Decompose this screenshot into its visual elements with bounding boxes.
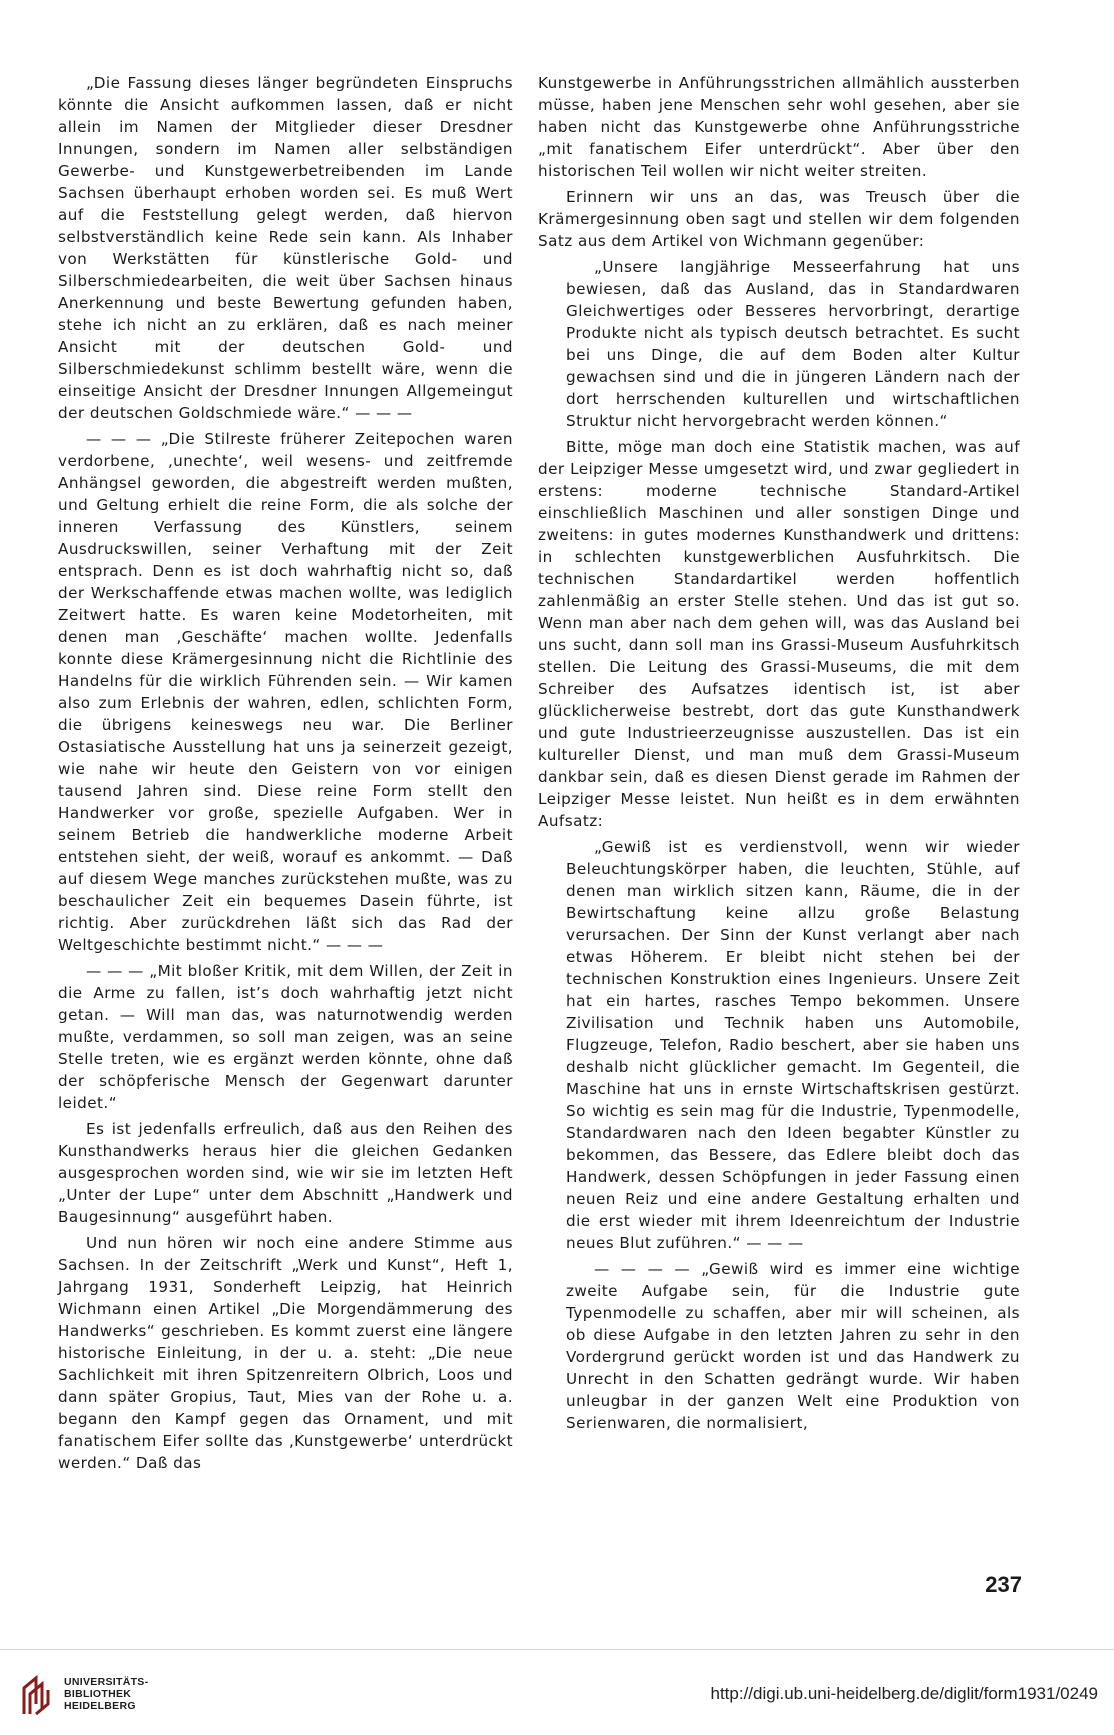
page-number: 237 (985, 1572, 1022, 1597)
paragraph: Es ist jedenfalls erfreulich, daß aus den Reihen des Kunsthandwerks heraus hier die gleichen Gedanken ausgesprochen worden sind, wie wir sie im letzten Heft „Unter der Lupe“ unter dem Abschnitt „Handwerk und Baugesinnung“ ausgeführt haben. (58, 1120, 513, 1226)
paragraph: Erinnern wir uns an das, was Treusch über die Krämergesinnung oben sagt und stellen wir dem folgenden Satz aus dem Artikel von Wichmann gegenüber: (538, 188, 1020, 250)
left-text-column (58, 72, 513, 1478)
paragraph: — — — — „Gewiß wird es immer eine wichtige zweite Aufgabe sein, für die Industrie gute Typenmodelle zu schaffen, aber mir will scheinen, als ob diese Aufgabe in den letzten Jahren zu sehr in den Vordergrund gerückt worden ist und das Handwerk zu Unrecht in den Schatten gedrängt wurde. Wir haben unleugbar in der ganzen Welt eine Produktion von Serienwaren, die normalisiert, (566, 1260, 1020, 1432)
paragraph: „Gewiß ist es verdienstvoll, wenn wir wieder Beleuchtungskörper haben, die leuchten, Stühle, auf denen man wirklich sitzen kann, Räume, die in der Bewirtschaftung keine allzu große Belastung verursachen. Der Sinn der Kunst verlangt aber nach etwas Höherem. Er bleibt nicht stehen bei der technischen Konstruktion eines Ingenieurs. Unsere Zeit hat ein hartes, rasches Tempo bekommen. Unsere Zivilisation und Technik haben uns Automobile, Flugzeuge, Telefon, Radio beschert, aber sie haben uns deshalb nicht glücklicher gemacht. Im Gegenteil, die Maschine hat uns in ernste Wirtschaftskrisen gestürzt. So wichtig es sein mag für die Industrie, Typenmodelle, Standardwaren nach den Ideen begabter Künstler zu bekommen, das Bessere, das Edlere bleibt doch das Handwerk, dessen Schöpfungen in jeder Fassung einen neuen Reiz und eine andere Gestaltung erhalten und die erst wieder mit ihrem Ideenreichtum der Industrie neues Blut zuführen.“ — — — (566, 838, 1020, 1252)
right-text-column (538, 72, 1020, 1438)
paragraph: Und nun hören wir noch eine andere Stimme aus Sachsen. In der Zeitschrift „Werk und Kunst“, Heft 1, Jahrgang 1931, Sonderheft Leipzig, hat Heinrich Wichmann einen Artikel „Die Morgendämmerung des Handwerks“ geschrieben. Es kommt zuerst eine längere historische Einleitung, in der u. a. steht: „Die neue Sachlichkeit mit ihren Spitzenreitern Olbrich, Loos und dann später Gropius, Taut, Mies van der Rohe u. a. begann den Kampf gegen das Ornament, und mit fanatischem Eifer sollte das ‚Kunstgewerbe‘ unterdrückt werden.“ Daß das (58, 1234, 513, 1472)
permalink-url[interactable]: http://digi.ub.uni-heidelberg.de/diglit/form1931/0249 (710, 1684, 1098, 1703)
logo-line: HEIDELBERG (64, 1700, 136, 1712)
paragraph: — — — „Mit bloßer Kritik, mit dem Willen, der Zeit in die Arme zu fallen, ist’s doch wahrhaftig jetzt nicht getan. — Will man das, was naturnotwendig werden mußte, verdammen, so soll man zeigen, was an seine Stelle treten, wie es ergänzt werden könnte, ohne daß der schöpferische Mensch der Gegenwart darunter leidet.“ (58, 962, 513, 1112)
paragraph: „Die Fassung dieses länger begründeten Einspruchs könnte die Ansicht aufkommen lassen, daß er nicht allein im Namen der Mitglieder dieser Dresdner Innungen, sondern im Namen aller selbständigen Gewerbe- und Kunstgewerbetreibenden im Lande Sachsen überhaupt erhoben worden sei. Es muß Wert auf die Feststellung gelegt werden, daß hiervon selbstverständlich keine Rede sein kann. Als Inhaber von Werkstätten für künstlerische Gold- und Silberschmiedearbeiten, die weit über Sachsen hinaus Anerkennung und beste Bewertung gefunden haben, stehe ich nicht an zu erklären, daß es nach meiner Ansicht mit der deutschen Gold- und Silberschmiedekunst schlimm bestellt wäre, wenn die einseitige Ansicht der Dresdner Innungen Allgemeingut der deutschen Goldschmiede wäre.“ — — — (58, 74, 513, 422)
paragraph: „Unsere langjährige Messeerfahrung hat uns bewiesen, daß das Ausland, das in Standardwaren Gleichwertiges oder Besseres hervorbringt, derartige Produkte nicht als typisch deutsch betrachtet. Es sucht bei uns Dinge, die auf dem Boden alter Kultur gewachsen sind und die in jüngeren Ländern nach der dort herrschenden kulturellen und wirtschaftlichen Struktur nicht hervorgebracht werden können.“ (566, 258, 1020, 430)
library-emblem-icon (18, 1674, 58, 1718)
library-logo[interactable] (18, 1674, 318, 1724)
logo-line: BIBLIOTHEK (64, 1688, 132, 1700)
paragraph: — — — „Die Stilreste früherer Zeitepochen waren verdorbene, ‚unechte‘, weil wesens- und zeitfremde Anhängsel geworden, die abgestreift werden mußten, und Geltung erhielt die reine Form, die als solche der inneren Verfassung des Künstlers, seinem Ausdruckswillen, seiner Verhaftung mit der Zeit entsprach. Denn es ist doch wahrhaftig nicht so, daß der Werkschaffende etwas machen wollte, was lediglich Zeitwert hatte. Es waren keine Modetorheiten, mit denen man ‚Geschäfte‘ machen wollte. Jedenfalls konnte diese Krämergesinnung nicht die Richtlinie des Handelns für die wirklich Führenden sein. — Wir kamen also zum Erlebnis der wahren, edlen, schlichten Form, die übrigens keineswegs neu war. Die Berliner Ostasiatische Ausstellung hat uns ja seinerzeit gezeigt, wie nahe wir heute den Geistern von vor einigen tausend Jahren sind. Diese reine Form stellt den Handwerker vor große, spezielle Aufgaben. Wer in seinem Betrieb die handwerkliche moderne Arbeit entstehen sieht, der weiß, worauf es ankommt. — Daß auf diesem Wege manches zurückstehen mußte, was zu beschaulicher Zeit ein bequemes Dasein führte, ist richtig. Aber zurückdrehen läßt sich das Rad der Weltgeschichte bestimmt nicht.“ — — — (58, 430, 513, 954)
paragraph: Bitte, möge man doch eine Statistik machen, was auf der Leipziger Messe umgesetzt wird, und zwar gegliedert in erstens: moderne technische Standard-Artikel einschließlich Maschinen und aller sonstigen Dinge und zweitens: in gutes modernes Kunsthandwerk und drittens: in schlechten kunstgewerblichen Ausfuhrkitsch. Die technischen Standardartikel werden hoffentlich zahlenmäßig an erster Stelle stehen. Und das ist gut so. Wenn man aber nach dem gehen will, was das Ausland bei uns sucht, dann soll man ins Grassi-Museum Ausfuhrkitsch stellen. Die Leitung des Grassi-Museums, die mit dem Schreiber des Aufsatzes identisch ist, ist aber glücklicherweise bestrebt, dort das gute Kunsthandwerk und gute Industrieerzeugnisse auszustellen. Das ist ein kultureller Dienst, und man muß dem Grassi-Museum dankbar sein, daß es diesen Dienst gerade im Rahmen der Leipziger Messe leistet. Nun heißt es in dem erwähnten Aufsatz: (538, 438, 1020, 830)
library-logo-text (64, 1676, 148, 1712)
paragraph: Kunstgewerbe in Anführungsstrichen allmählich aussterben müsse, haben jene Menschen sehr wohl gesehen, aber sie haben nicht das Kunstgewerbe ohne Anführungsstriche „mit fanatischem Eifer unterdrückt“. Aber über den historischen Teil wollen wir nicht weiter streiten. (538, 74, 1020, 180)
footer-bar (0, 1649, 1114, 1735)
logo-line: UNIVERSITÄTS- (64, 1676, 149, 1688)
